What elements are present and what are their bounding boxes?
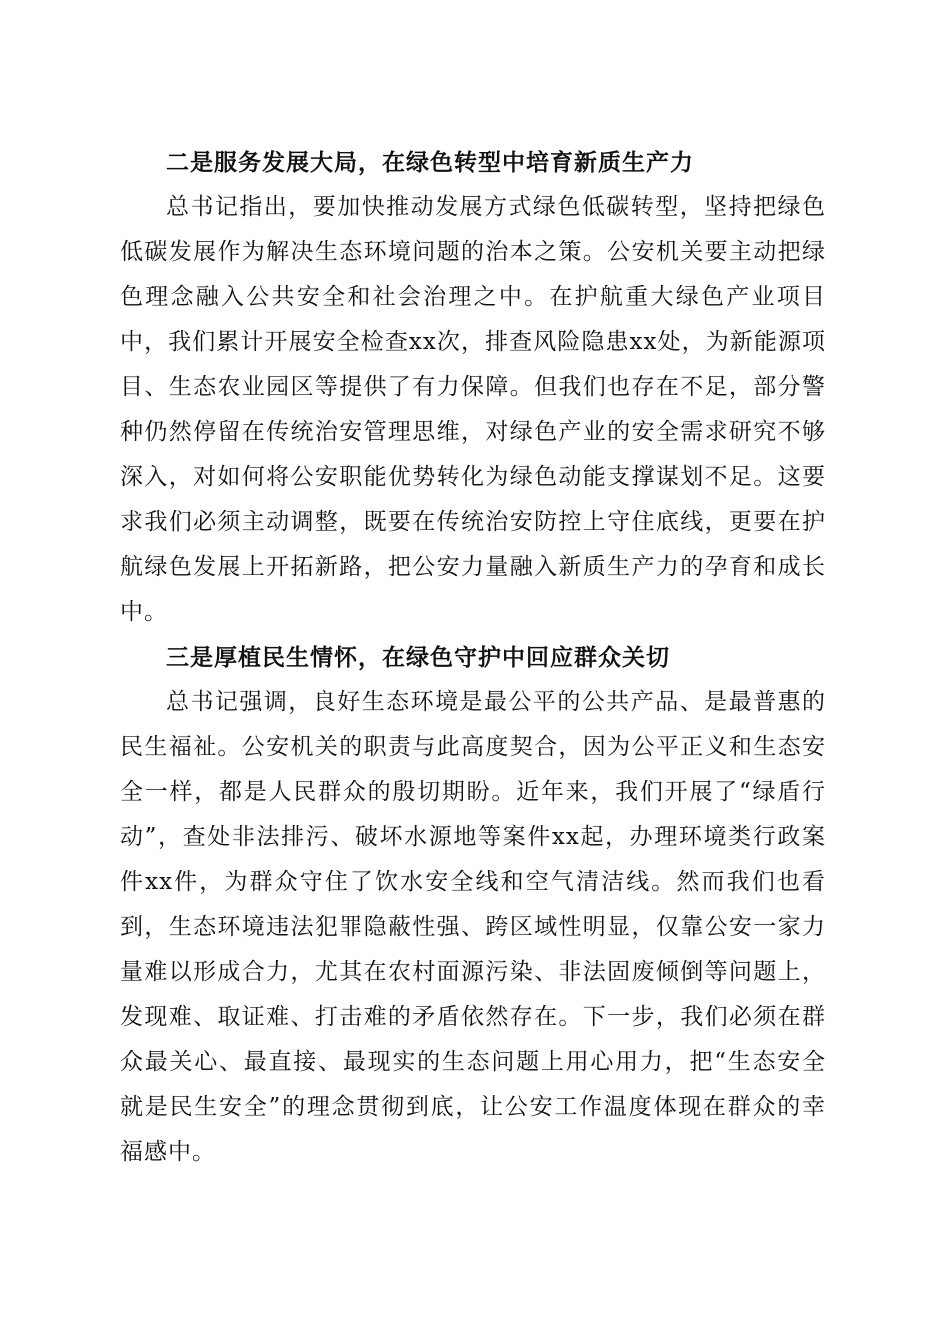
document-body [120, 140, 826, 1175]
section-heading-2: 二是服务发展大局，在绿色转型中培育新质生产力 [166, 149, 694, 176]
section-paragraph-2: 总书记指出，要加快推动发展方式绿色低碳转型，坚持把绿色低碳发展作为解决生态环境问题的治本之策。公安机关要主动把绿色理念融入公共安全和社会治理之中。在护航重大绿色产业项目中，我们累计开展安全检查xx次，排查风险隐患xx处，为新能源项目、生态农业园区等提供了有力保障。但我们也存在不足，部分警种仍然停留在传统治安管理思维，对绿色产业的安全需求研究不够深入，对如何将公安职能优势转化为绿色动能支撑谋划不足。这要求我们必须主动调整，既要在传统治安防控上守住底线，更要在护航绿色发展上开拓新路，把公安力量融入新质生产力的孕育和成长中。 [120, 194, 826, 625]
section-heading-3: 三是厚植民生情怀，在绿色守护中回应群众关切 [166, 644, 670, 671]
section-paragraph-3: 总书记强调，良好生态环境是最公平的公共产品、是最普惠的民生福祉。公安机关的职责与此高度契合，因为公平正义和生态安全一样，都是人民群众的殷切期盼。近年来，我们开展了“绿盾行动”，查处非法排污、破坏水源地等案件xx起，办理环境类行政案件xx件，为群众守住了饮水安全线和空气清洁线。然而我们也看到，生态环境违法犯罪隐蔽性强、跨区域性明显，仅靠公安一家力量难以形成合力，尤其在农村面源污染、非法固废倾倒等问题上，发现难、取证难、打击难的矛盾依然存在。下一步，我们必须在群众最关心、最直接、最现实的生态问题上用心用力，把“生态安全就是民生安全”的理念贯彻到底，让公安工作温度体现在群众的幸福感中。 [120, 689, 826, 1165]
